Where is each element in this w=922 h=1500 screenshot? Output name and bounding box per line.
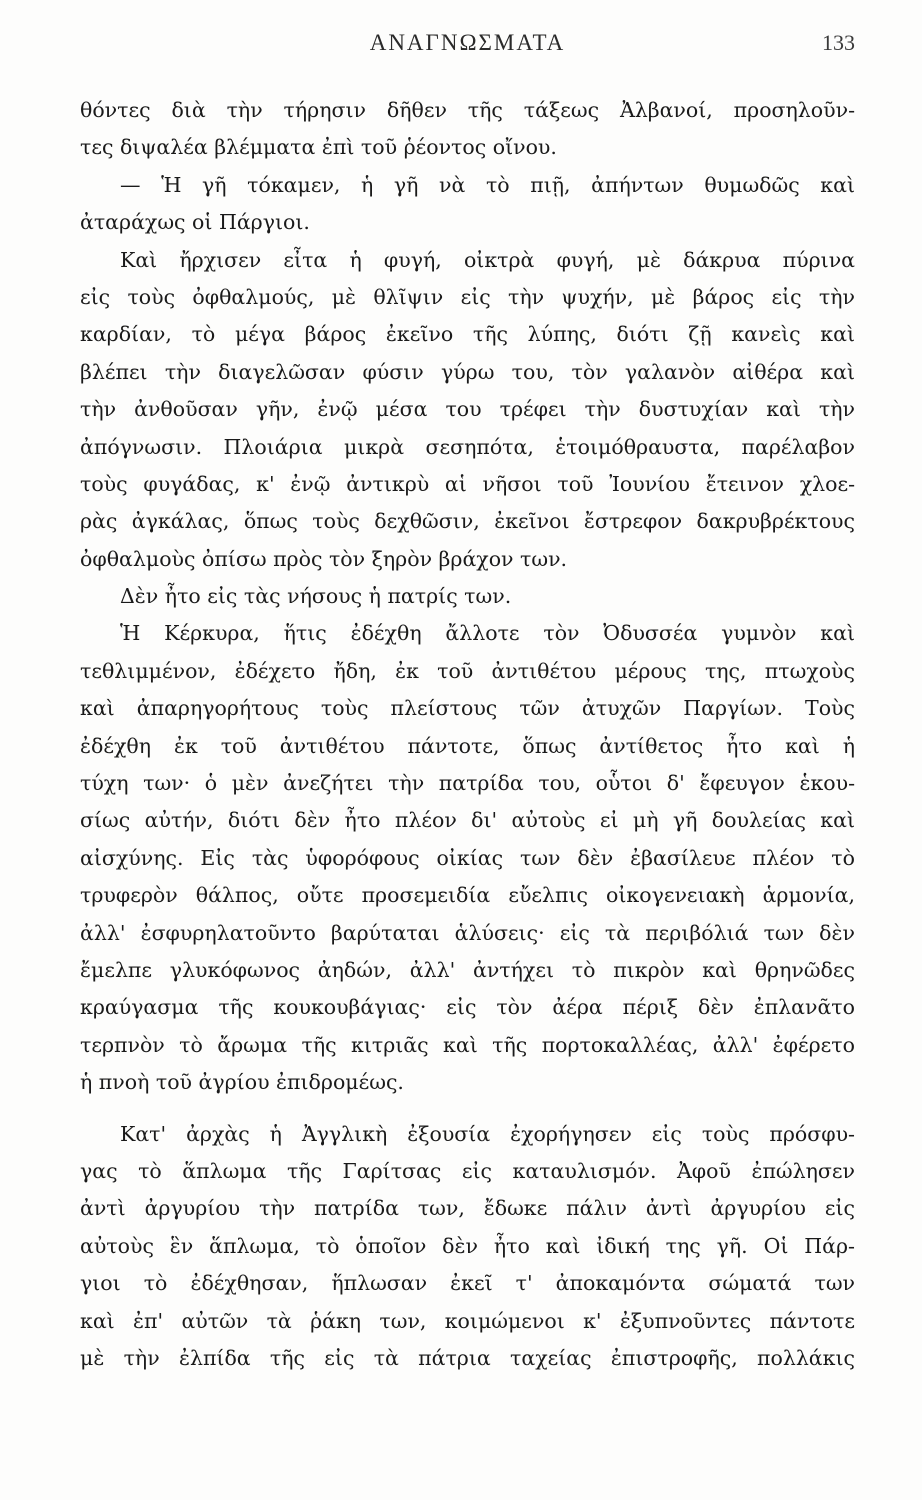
text-line: καὶ ἐπ' αὐτῶν τὰ ῥάκη των, κοιμώμενοι κ' ἐξυπνοῦντες πάντοτε xyxy=(80,1308,855,1333)
text-line: καὶ ἀπαρηγορήτους τοὺς πλείστους τῶν ἀτυχῶν Παργίων. Τοὺς xyxy=(80,696,855,721)
text-line: ἐδέχθη ἐκ τοῦ ἀντιθέτου πάντοτε, ὅπως ἀντίθετος ἦτο καὶ ἡ xyxy=(80,733,855,758)
text-line: ρὰς ἀγκάλας, ὅπως τοὺς δεχθῶσιν, ἐκεῖνοι ἔστρεφον δακρυβρέκτους xyxy=(80,509,855,534)
body-text xyxy=(80,92,855,1377)
text-line: θόντες διὰ τὴν τήρησιν δῆθεν τῆς τάξεως Ἀλβανοί, προσηλοῦν- xyxy=(80,98,855,122)
text-line: Δὲν ἦτο εἰς τὰς νήσους ἡ πατρίς των. xyxy=(120,584,512,609)
text-line: τες διψαλέα βλέμματα ἐπὶ τοῦ ῥέοντος οἴνου. xyxy=(80,135,557,160)
text-line: Ἡ Κέρκυρα, ἥτις ἐδέχθη ἄλλοτε τὸν Ὀδυσσέα γυμνὸν καὶ xyxy=(120,621,855,646)
text-line: αἰσχύνης. Εἰς τὰς ὑφορόφους οἰκίας των δὲν ἐβασίλευε πλέον τὸ xyxy=(80,845,855,870)
text-line: ἡ πνοὴ τοῦ ἀγρίου ἐπιδρομέως. xyxy=(80,1070,404,1095)
text-line: αὐτοὺς ἓν ἅπλωμα, τὸ ὁποῖον δὲν ἦτο καὶ ἰδική της γῆ. Οἱ Πάρ- xyxy=(80,1233,855,1258)
page-number: 133 xyxy=(822,30,855,55)
paragraph-gap xyxy=(80,1102,855,1116)
text-line: κραύγασμα τῆς κουκουβάγιας· εἰς τὸν ἀέρα πέριξ δὲν ἐπλανᾶτο xyxy=(80,995,855,1020)
text-line: τερπνὸν τὸ ἄρωμα τῆς κιτριᾶς καὶ τῆς πορτοκαλλέας, ἀλλ' ἐφέρετο xyxy=(80,1032,855,1057)
text-line: Κατ' ἀρχὰς ἡ Ἀγγλικὴ ἐξουσία ἐχορήγησεν εἰς τοὺς πρόσφυ- xyxy=(120,1121,855,1146)
text-line: εἰς τοὺς ὀφθαλμούς, μὲ θλῖψιν εἰς τὴν ψυχήν, μὲ βάρος εἰς τὴν xyxy=(80,284,855,309)
text-line: τρυφερὸν θάλπος, οὔτε προσεμειδία εὔελπις οἰκογενειακὴ ἁρμονία, xyxy=(80,883,855,908)
text-line: ὀφθαλμοὺς ὀπίσω πρὸς τὸν ξηρὸν βράχον των. xyxy=(80,546,568,571)
text-line: τοὺς φυγάδας, κ' ἐνῷ ἀντικρὺ αἱ νῆσοι τοῦ Ἰουνίου ἔτεινον χλοε- xyxy=(80,471,855,496)
text-line: ἀντὶ ἀργυρίου τὴν πατρίδα των, ἔδωκε πάλιν ἀντὶ ἀργυρίου εἰς xyxy=(80,1196,855,1221)
text-line: μὲ τὴν ἐλπίδα τῆς εἰς τὰ πάτρια ταχείας ἐπιστροφῆς, πολλάκις xyxy=(80,1345,855,1370)
text-line: γιοι τὸ ἐδέχθησαν, ἥπλωσαν ἐκεῖ τ' ἀποκαμόντα σώματά των xyxy=(80,1271,855,1296)
running-head xyxy=(80,30,855,66)
text-line: ἔμελπε γλυκόφωνος ἀηδών, ἀλλ' ἀντήχει τὸ πικρὸν καὶ θρηνῶδες xyxy=(80,957,855,982)
text-line: γας τὸ ἅπλωμα τῆς Γαρίτσας εἰς καταυλισμόν. Ἀφοῦ ἐπώλησεν xyxy=(80,1158,855,1183)
text-line: ἀλλ' ἐσφυρηλατοῦντο βαρύταται ἁλύσεις· εἰς τὰ περιβόλιά των δὲν xyxy=(80,920,855,945)
text-line: τὴν ἀνθοῦσαν γῆν, ἐνῷ μέσα του τρέφει τὴν δυστυχίαν καὶ τὴν xyxy=(80,397,855,422)
text-line: καρδίαν, τὸ μέγα βάρος ἐκεῖνο τῆς λύπης, διότι ζῇ κανεὶς καὶ xyxy=(80,322,855,347)
text-line: τεθλιμμένον, ἐδέχετο ἤδη, ἐκ τοῦ ἀντιθέτου μέρους της, πτωχοὺς xyxy=(80,658,855,683)
running-head-title: ΑΝΑΓΝΩΣΜΑΤΑ xyxy=(369,30,566,55)
text-line: βλέπει τὴν διαγελῶσαν φύσιν γύρω του, τὸν γαλανὸν αἰθέρα καὶ xyxy=(80,359,855,384)
text-line: σίως αὐτήν, διότι δὲν ἦτο πλέον δι' αὐτοὺς εἰ μὴ γῆ δουλείας καὶ xyxy=(80,808,855,833)
text-line: τύχη των· ὁ μὲν ἀνεζήτει τὴν πατρίδα του, οὗτοι δ' ἔφευγον ἑκου- xyxy=(80,771,855,796)
text-line: ἀπόγνωσιν. Πλοιάρια μικρὰ σεσηπότα, ἑτοιμόθραυστα, παρέλαβον xyxy=(80,434,855,459)
text-line: — Ἡ γῆ τόκαμεν, ἡ γῆ νὰ τὸ πιῇ, ἀπήντων θυμωδῶς καὶ xyxy=(120,172,855,197)
text-line: Καὶ ἤρχισεν εἶτα ἡ φυγή, οἰκτρὰ φυγή, μὲ δάκρυα πύρινα xyxy=(120,247,855,272)
text-line: ἀταράχως οἱ Πάργιοι. xyxy=(80,210,310,235)
